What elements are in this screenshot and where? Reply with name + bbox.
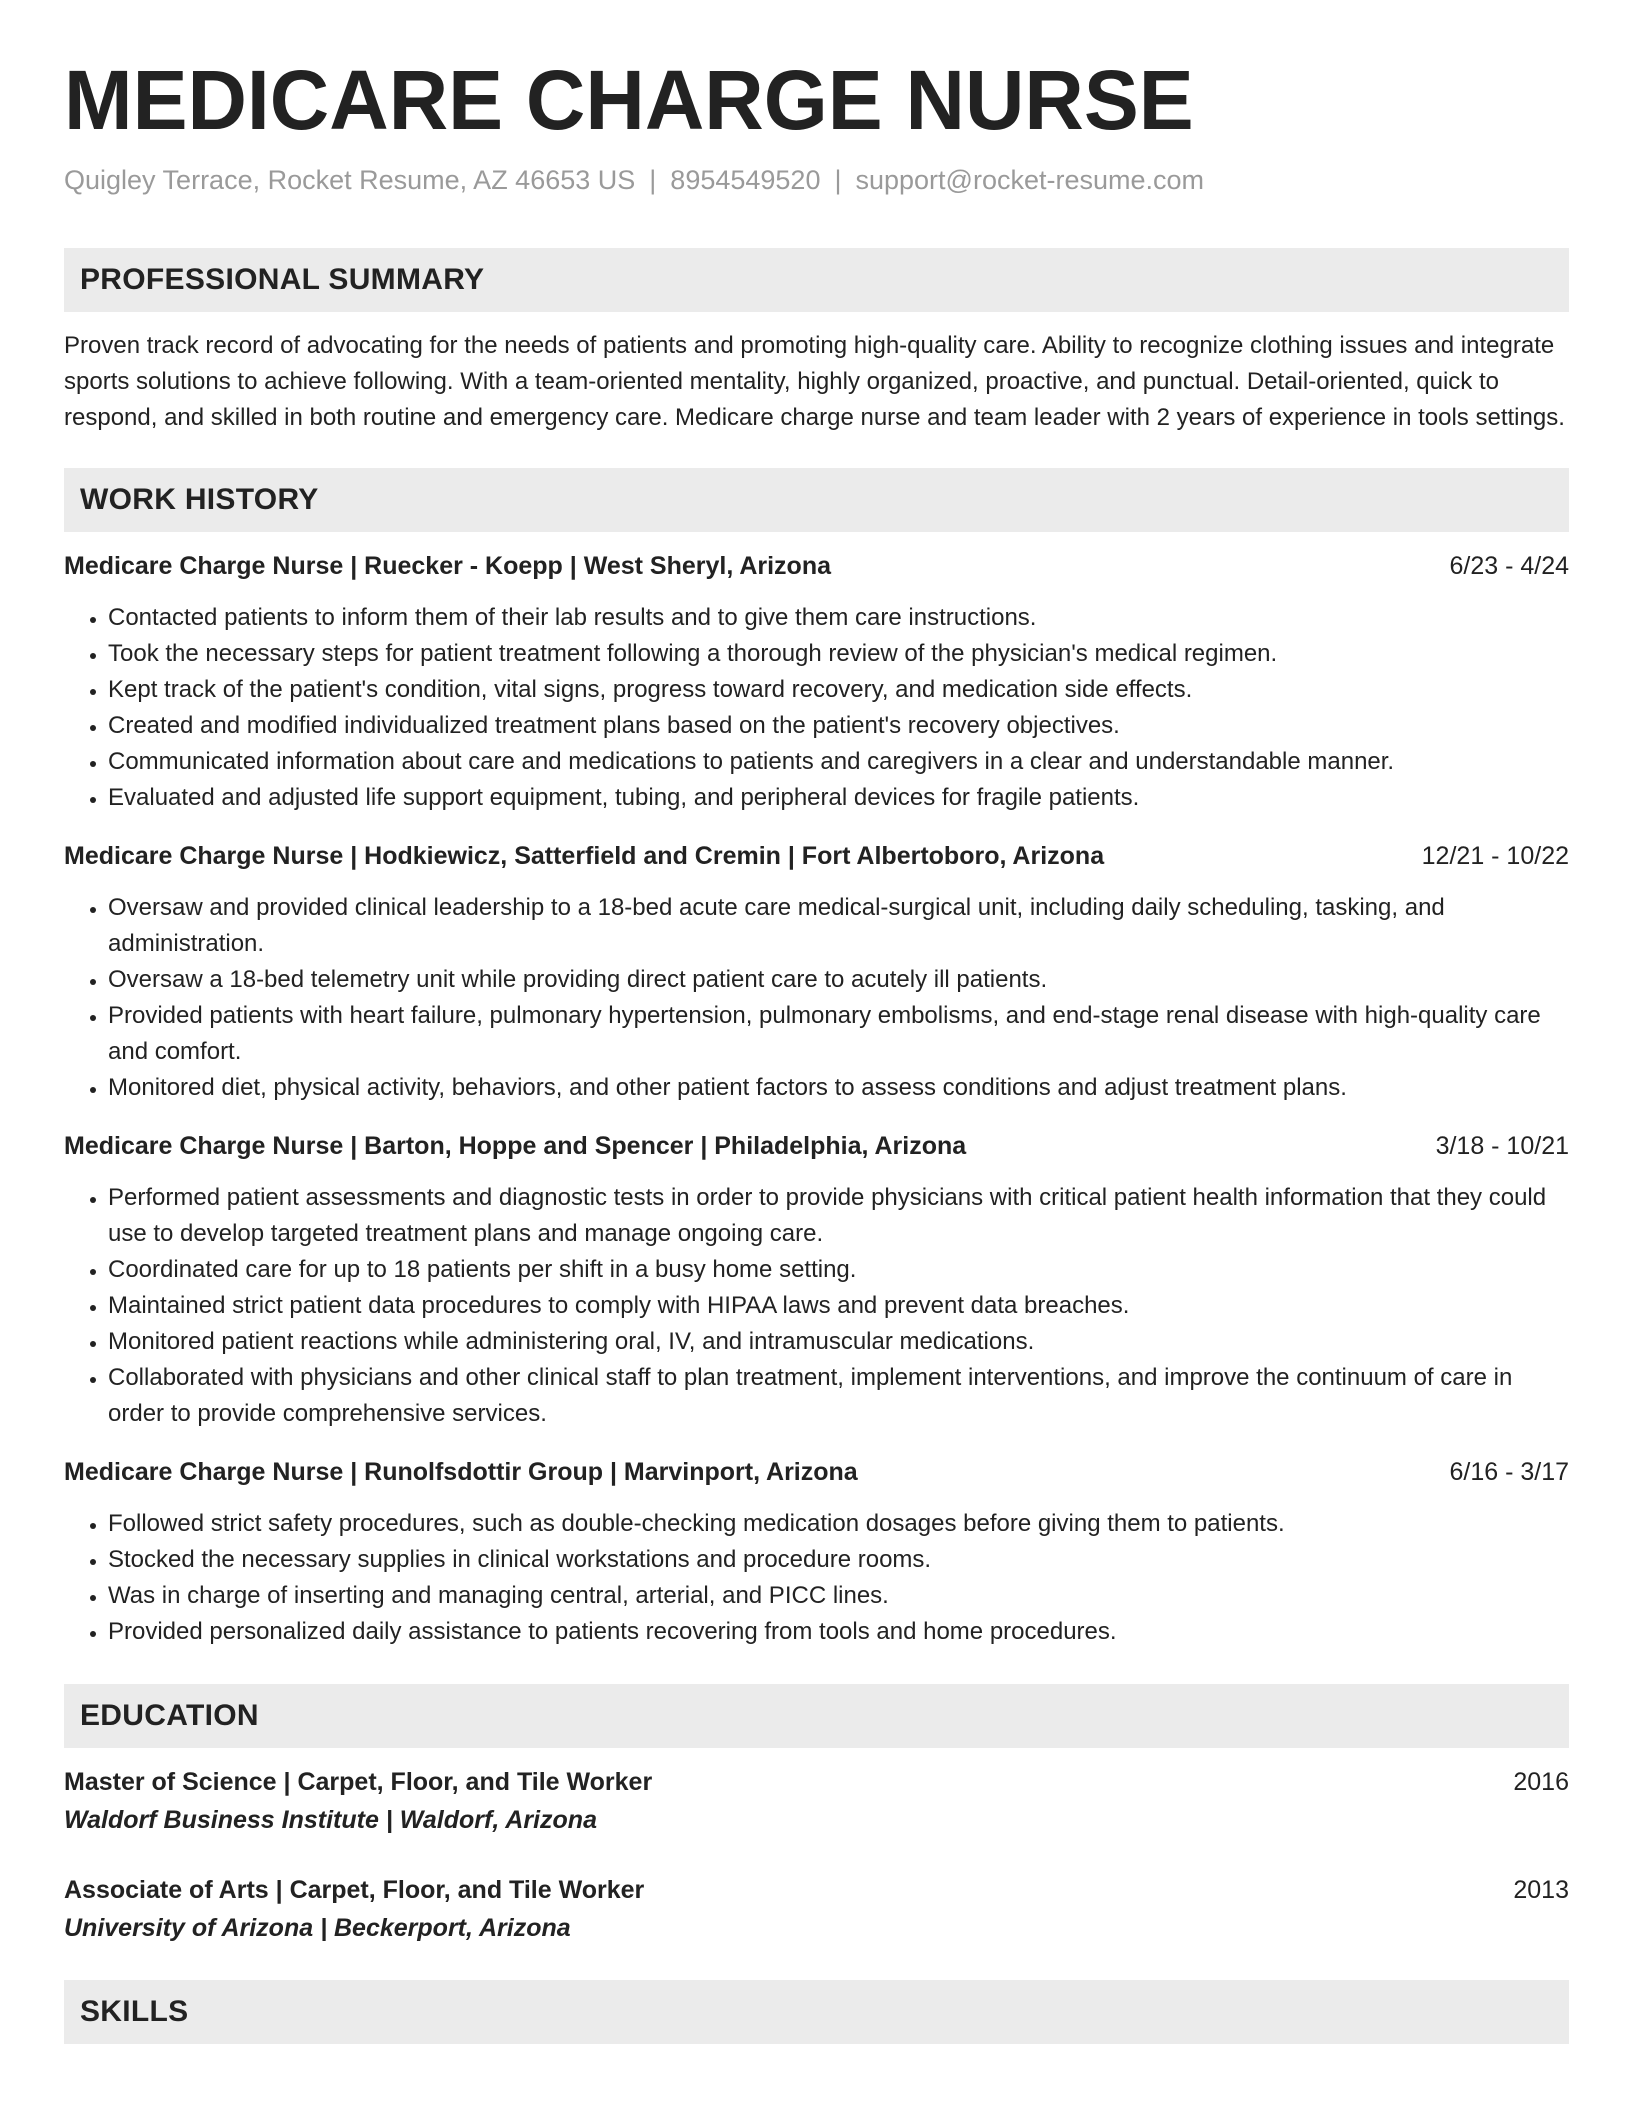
education-entry [64,1872,1569,1946]
job-dates: 6/23 - 4/24 [1449,552,1569,581]
job-bullet: • Communicated information about care and medications to patients and caregivers in a clear and understandable manner. [108,744,1569,780]
job-header [64,1128,1569,1164]
job-bullet: • Stocked the necessary supplies in clinical workstations and procedure rooms. [108,1542,1569,1578]
job-entry [64,1128,1569,1432]
job-dates: 3/18 - 10/21 [1435,1132,1569,1161]
job-dates: 6/16 - 3/17 [1449,1458,1569,1487]
resume-title: MEDICARE CHARGE NURSE [64,53,1194,147]
section-header-education: EDUCATION [64,1684,1569,1748]
job-bullet: • Provided personalized daily assistance to patients recovering from tools and home procedures. [108,1614,1569,1650]
contact-separator: | [649,165,657,195]
contact-separator: | [834,165,842,195]
education-entry [64,1764,1569,1838]
job-bullet: • Provided patients with heart failure, pulmonary hypertension, pulmonary embolisms, and end-stage renal disease with high-quality care and comfort. [108,998,1569,1070]
job-header [64,548,1569,584]
job-dates: 12/21 - 10/22 [1421,842,1569,871]
job-header [64,838,1569,874]
summary-text: Proven track record of advocating for the needs of patients and promoting high-quality care. Ability to recognize clothing issues and integrate sports solutions to achieve following. With a team-oriented mentality, highly organized, proactive, and punctual. Detail-oriented, quick to respond, and skilled in both routine and emergency care. Medicare charge nurse and team leader with 2 years of experience in tools settings. [64,332,1565,432]
contact-email: support@rocket-resume.com [855,165,1205,195]
education-school: University of Arizona | Beckerport, Arizona [64,1914,571,1943]
job-bullet: • Was in charge of inserting and managing central, arterial, and PICC lines. [108,1578,1569,1614]
job-heading: Medicare Charge Nurse | Ruecker - Koepp | West Sheryl, Arizona [64,552,831,581]
job-entry [64,838,1569,1106]
job-bullet: • Contacted patients to inform them of their lab results and to give them care instructions. [108,600,1569,636]
job-entry [64,1454,1569,1650]
job-bullet: • Kept track of the patient's condition, vital signs, progress toward recovery, and medication side effects. [108,672,1569,708]
education-header [64,1872,1569,1908]
contact-phone: 8954549520 [670,165,821,195]
education-degree: Master of Science | Carpet, Floor, and Tile Worker [64,1768,653,1797]
job-bullets [64,890,1569,1106]
job-entry [64,548,1569,816]
job-bullet: • Oversaw and provided clinical leadership to a 18-bed acute care medical-surgical unit, including daily scheduling, tasking, and administration. [108,890,1569,962]
job-bullets [64,1180,1569,1432]
education-year: 2016 [1513,1768,1569,1797]
education-header [64,1764,1569,1800]
section-header-skills: SKILLS [64,1980,1569,2044]
job-bullet: • Took the necessary steps for patient treatment following a thorough review of the physician's medical regimen. [108,636,1569,672]
job-bullet: • Coordinated care for up to 18 patients per shift in a busy home setting. [108,1252,1569,1288]
contact-address: Quigley Terrace, Rocket Resume, AZ 46653 US [64,165,636,195]
job-bullet: • Monitored patient reactions while administering oral, IV, and intramuscular medications. [108,1324,1569,1360]
section-header-summary: PROFESSIONAL SUMMARY [64,248,1569,312]
contact-line [64,164,1569,196]
job-bullets [64,1506,1569,1650]
education-degree: Associate of Arts | Carpet, Floor, and Tile Worker [64,1876,645,1905]
job-heading: Medicare Charge Nurse | Barton, Hoppe and Spencer | Philadelphia, Arizona [64,1132,967,1161]
section-header-work-history: WORK HISTORY [64,468,1569,532]
job-bullet: • Created and modified individualized treatment plans based on the patient's recovery objectives. [108,708,1569,744]
job-bullet: • Evaluated and adjusted life support equipment, tubing, and peripheral devices for fragile patients. [108,780,1569,816]
job-heading: Medicare Charge Nurse | Hodkiewicz, Satterfield and Cremin | Fort Albertoboro, Arizona [64,842,1105,871]
job-bullet: • Oversaw a 18-bed telemetry unit while providing direct patient care to acutely ill patients. [108,962,1569,998]
education-school: Waldorf Business Institute | Waldorf, Arizona [64,1806,597,1835]
job-bullet: • Monitored diet, physical activity, behaviors, and other patient factors to assess conditions and adjust treatment plans. [108,1070,1569,1106]
job-header [64,1454,1569,1490]
job-bullet: • Performed patient assessments and diagnostic tests in order to provide physicians with critical patient health information that they could use to develop targeted treatment plans and manage ongoing care. [108,1180,1569,1252]
job-bullets [64,600,1569,816]
job-bullet: • Followed strict safety procedures, such as double-checking medication dosages before giving them to patients. [108,1506,1569,1542]
education-year: 2013 [1513,1876,1569,1905]
job-bullet: • Maintained strict patient data procedures to comply with HIPAA laws and prevent data breaches. [108,1288,1569,1324]
job-bullet: • Collaborated with physicians and other clinical staff to plan treatment, implement interventions, and improve the continuum of care in order to provide comprehensive services. [108,1360,1569,1432]
job-heading: Medicare Charge Nurse | Runolfsdottir Group | Marvinport, Arizona [64,1458,858,1487]
